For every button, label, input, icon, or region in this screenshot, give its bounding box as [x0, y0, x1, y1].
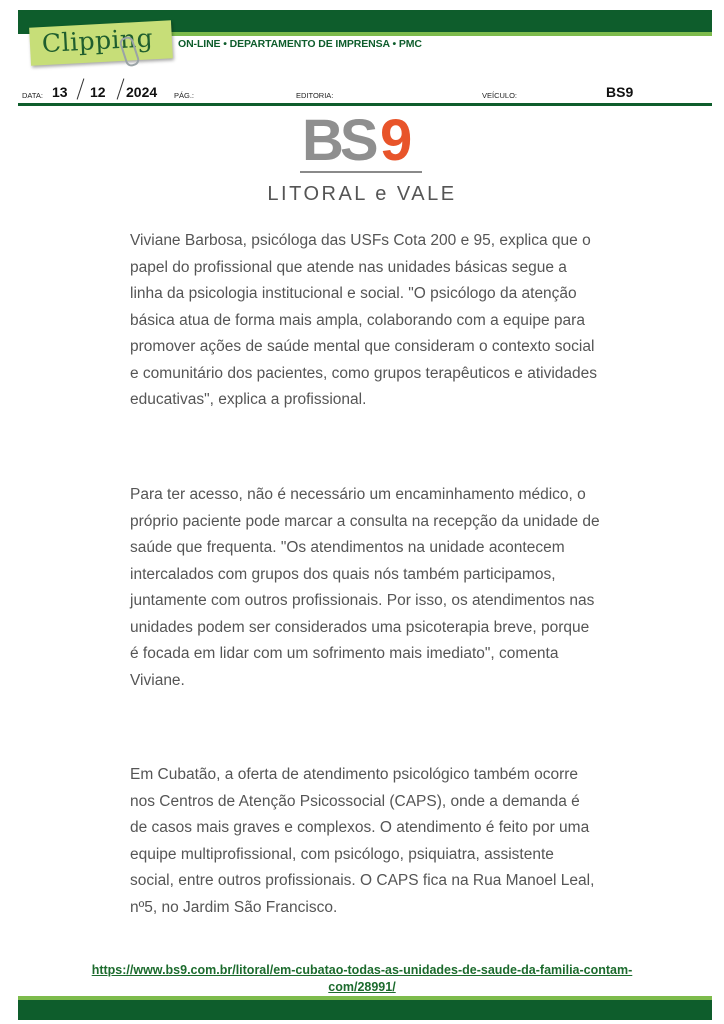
- department-title: ON-LINE • DEPARTAMENTO DE IMPRENSA • PMC: [178, 38, 422, 50]
- logo-subtitle: LITORAL e VALE: [267, 183, 457, 205]
- footer-band: [18, 1000, 712, 1020]
- source-link[interactable]: https://www.bs9.com.br/litoral/em-cubatao-todas-as-unidades-de-saude-da-familia-contam-com/28991/: [91, 963, 633, 994]
- article-paragraph: Em Cubatão, a oferta de atendimento psicológico também ocorre nos Centros de Atenção Psicossocial (CAPS), onde a demanda é de casos mais graves e complexos. O atendimento é feito por uma equipe multiprofissional, com psicólogo, psiquiatra, assistente social, entre outros profissionais. O CAPS fica na Rua Manoel Leal, nº5, no Jardim São Francisco.: [130, 766, 595, 916]
- date-label: DATA:: [22, 91, 43, 100]
- date-separator: [77, 78, 85, 99]
- logo-text-9: 9: [380, 108, 413, 170]
- page-label: PÁG.:: [174, 91, 195, 100]
- date-day: 13: [52, 84, 68, 100]
- clipping-label: Clipping: [41, 23, 154, 59]
- date-month: 12: [90, 84, 106, 100]
- metadata-underline: [18, 103, 712, 106]
- article-paragraph: Para ter acesso, não é necessário um encaminhamento médico, o próprio paciente pode marcar a consulta na recepção da unidade de saúde que frequenta. "Os atendimentos na unidade acontecem intercalados com grupos dos quais nós também participamos, juntamente com outros profissionais. Por isso, os atendimentos nas unidades podem ser considerados uma psicoterapia breve, porque é focada em lidar com um sofrimento mais imediato", comenta Viviane.: [130, 486, 600, 689]
- date-separator: [117, 78, 125, 99]
- header-accent-line: [160, 32, 712, 36]
- article-paragraph: Viviane Barbosa, psicóloga das USFs Cota 200 e 95, explica que o papel do profissional que atende nas unidades básicas segue a linha da psicologia institucional e social. "O psicólogo da atenção básica atua de forma mais ampla, colaborando com a equipe para promover ações de saúde mental que consideram o contexto social e comunitário dos pacientes, como grupos terapêuticos e atividades educativas", explica a profissional.: [130, 232, 597, 408]
- metadata-row: [22, 84, 712, 104]
- logo-divider: [300, 171, 422, 173]
- bs9-logo: [300, 108, 422, 170]
- logo-text-bs: BS: [302, 108, 375, 170]
- date-year: 2024: [126, 84, 158, 100]
- section-label: EDITORIA:: [296, 91, 334, 100]
- clipping-badge: [29, 20, 173, 65]
- vehicle-label: VEÍCULO:: [482, 91, 518, 100]
- vehicle-value: BS9: [606, 84, 634, 100]
